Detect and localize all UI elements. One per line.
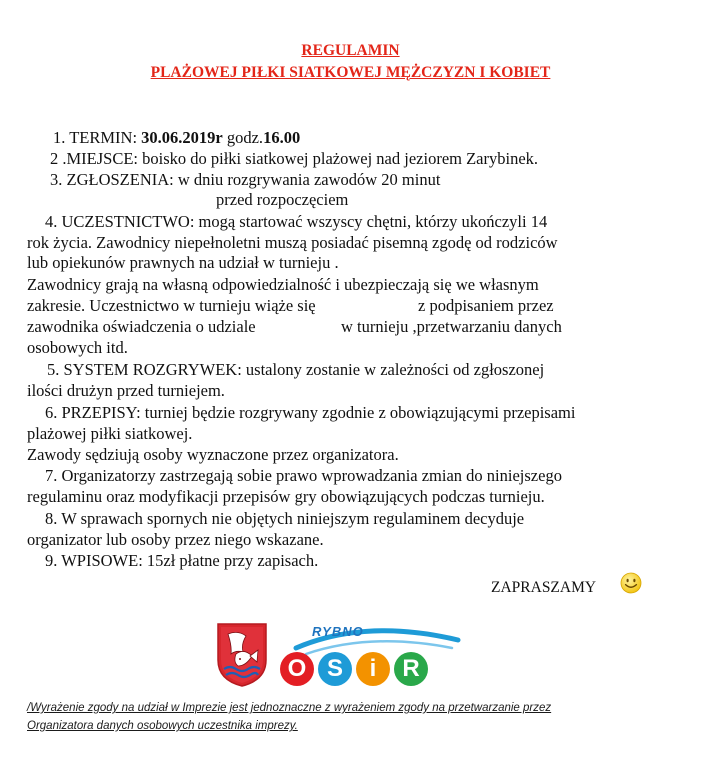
logo-letter-o: O xyxy=(280,652,314,686)
rule-1-time: 16.00 xyxy=(263,128,301,147)
rule-9: 9. WPISOWE: 15zł płatne przy zapisach. xyxy=(45,551,319,570)
logo-letter-r: R xyxy=(394,652,428,686)
rule-6-line-3: Zawody sędziują osoby wyznaczone przez organizatora. xyxy=(27,445,399,464)
document-subtitle: PLAŻOWEJ PIŁKI SIATKOWEJ MĘŻCZYZN I KOBIET xyxy=(150,64,551,81)
rule-4-line-6b: w turnieju ,przetwarzaniu danych xyxy=(341,317,562,336)
rule-4-line-1: 4. UCZESTNICTWO: mogą startować wszyscy chętni, którzy ukończyli 14 xyxy=(45,212,548,231)
logo-letter-i: i xyxy=(356,652,390,686)
coat-of-arms-icon xyxy=(216,622,268,688)
rule-5-line-2: ilości drużyn przed turniejem. xyxy=(27,381,225,400)
rule-4-line-4: Zawodnicy grają na własną odpowiedzialność i ubezpieczają się we własnym xyxy=(27,275,539,294)
rule-1-date: 30.06.2019r xyxy=(141,128,223,147)
rule-5-line-1: 5. SYSTEM ROZGRYWEK: ustalony zostanie w zależności od zgłoszonej xyxy=(47,360,545,379)
rule-8-line-1: 8. W sprawach spornych nie objętych niniejszym regulaminem decyduje xyxy=(45,509,525,528)
rule-4-line-3: lub opiekunów prawnych na udział w turnieju . xyxy=(27,253,339,272)
rule-4-line-5a: zakresie. Uczestnictwo w turnieju wiąże się xyxy=(27,296,316,315)
rule-7-line-1: 7. Organizatorzy zastrzegają sobie prawo wprowadzania zmian do niniejszego xyxy=(45,466,562,485)
rule-6-line-1: 6. PRZEPISY: turniej będzie rozgrywany zgodnie z obowiązującymi przepisami xyxy=(45,403,576,422)
rule-3-line-1: 3. ZGŁOSZENIA: w dniu rozgrywania zawodów 20 minut xyxy=(50,170,441,189)
rule-3-line-2: przed rozpoczęciem xyxy=(216,190,349,209)
footnote-line-2: Organizatora danych osobowych uczestnika imprezy. xyxy=(27,720,298,732)
rule-4-line-5b: z podpisaniem przez xyxy=(418,296,554,315)
rule-6-line-2: plażowej piłki siatkowej. xyxy=(27,424,193,443)
rule-4-line-7: osobowych itd. xyxy=(27,338,128,357)
rule-8-line-2: organizator lub osoby przez niego wskazane. xyxy=(27,530,324,549)
document-title: REGULAMIN xyxy=(301,42,400,59)
logo-letter-s: S xyxy=(318,652,352,686)
footnote-line-1: /Wyrażenie zgody na udział w Imprezie jest jednoznaczne z wyrażeniem zgody na przetwarzanie przez xyxy=(27,702,552,714)
rule-7-line-2: regulaminu oraz modyfikacji przepisów gry obowiązujących podczas turnieju. xyxy=(27,487,545,506)
smiley-icon xyxy=(620,572,642,594)
invite-text: ZAPRASZAMY xyxy=(491,579,597,596)
rule-2: 2 .MIEJSCE: boisko do piłki siatkowej plażowej nad jeziorem Zarybinek. xyxy=(50,149,539,168)
rule-1 xyxy=(53,128,300,148)
rule-1-time-label: godz. xyxy=(226,128,264,147)
logo-top-text: RYBNO xyxy=(312,624,364,639)
rule-4-line-6a: zawodnika oświadczenia o udziale xyxy=(27,317,256,336)
rule-4-line-2: rok życia. Zawodnicy niepełnoletni muszą posiadać pisemną zgodę od rodziców xyxy=(27,233,558,252)
rule-1-label: 1. TERMIN: xyxy=(53,128,138,147)
